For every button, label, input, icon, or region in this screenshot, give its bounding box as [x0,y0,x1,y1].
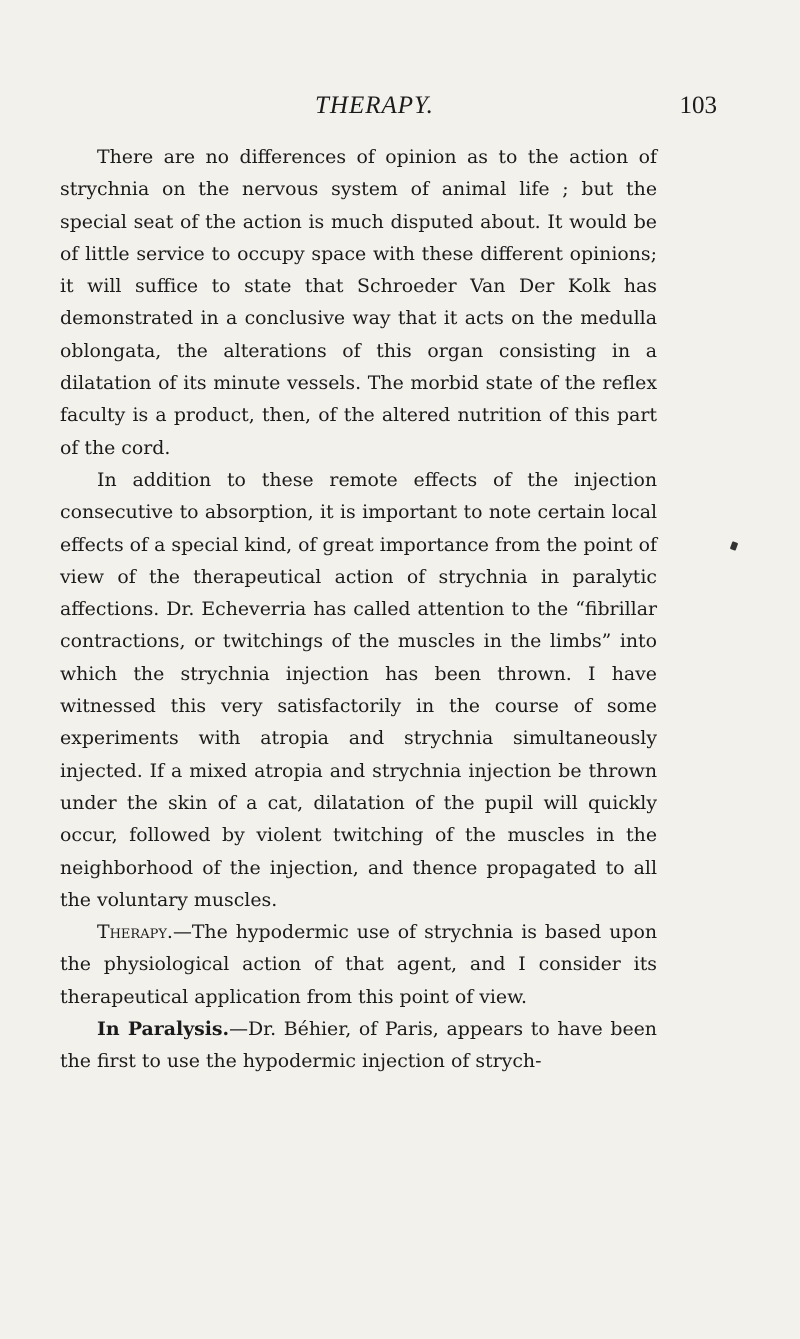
paralysis-heading: In Paralysis. [97,1018,230,1041]
paragraph-strychnia-action: There are no differences of opinion as to the action of strychnia on the nervous system of animal life ; but the special seat of the action is much disputed about. It would be of little service to occupy space with these different opinions; it will suffice to state that Schroeder Van Der Kolk has demonstrated in a conclusive way that it acts on the medulla oblongata, the alterations of this organ consisting in a dilatation of its minute vessels. The morbid state of the reflex faculty is a product, then, of the altered nutrition of this part of the cord. [60,146,657,459]
therapy-heading: Therapy. [97,921,173,944]
running-head: THERAPY. [315,92,434,119]
paragraph-local-effects: In addition to these remote effects of the injection consecutive to absorption, it is important to note certain local effects of a special kind, of great importance from the point of view of the therapeutical action of strychnia in paralytic affections. Dr. Echeverria has called attention to the “fibrillar contractions, or twitchings of the muscles in the limbs” into which the strychnia injection has been thrown. I have witnessed this very satisfactorily in the course of some experiments with atropia and strychnia simultaneously injected. If a mixed atropia and strychnia injection be thrown under the skin of a cat, dilatation of the pupil will quickly occur, followed by violent twitching of the muscles in the neighborhood of the injection, and thence propagated to all the voluntary muscles. [60,468,657,911]
page-number: 103 [679,92,717,119]
therapy-text: —The hypodermic use of strychnia is based upon the physiological action of that agent, and I consider its therapeutical application from this point of view. [60,921,657,1008]
page-header [60,92,760,132]
ink-speck [730,541,738,551]
paragraph-therapy [60,916,657,1013]
paragraph-paralysis [60,1013,657,1078]
paralysis-text: —Dr. Béhier, of Paris, appears to have been the first to use the hypodermic injection of strych- [60,1018,657,1073]
body-text [60,141,657,1078]
